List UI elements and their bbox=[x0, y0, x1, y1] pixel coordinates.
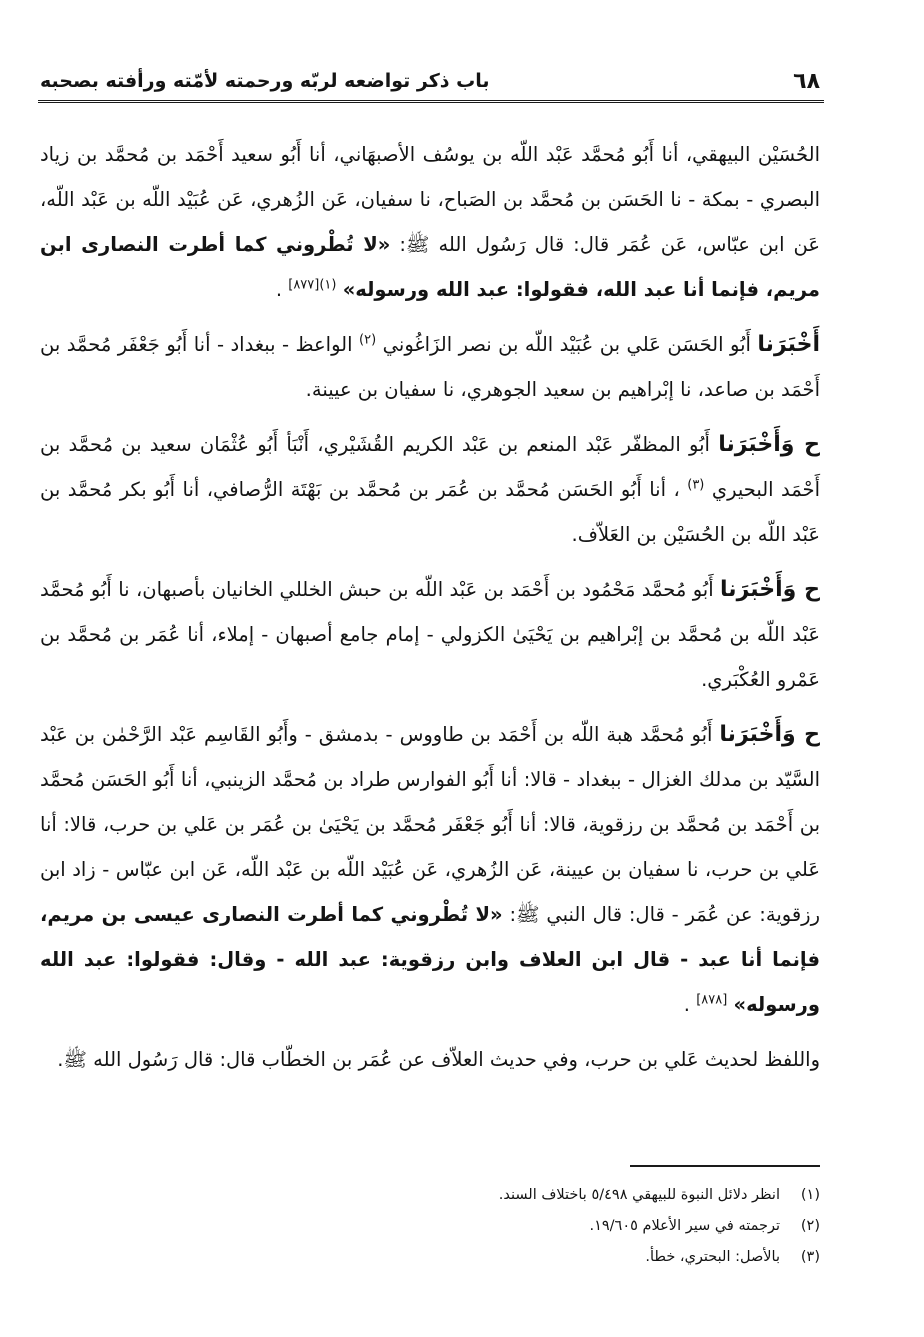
paragraph-3-text-a: أَبُو المظفّر عَبْد المنعم بن عَبْد الكريم القُشَيْري، أَنْبَأ أَبُو عُثْمَان سعيد بن مُحمَّد بن أَحْمَد البحيري bbox=[40, 433, 821, 501]
paragraph-5-text: أَبُو مُحمَّد هبة اللّه بن أَحْمَد بن طاووس - بدمشق - وأَبُو القَاسِم عَبْد الرَّحْمٰن بن عَبْد السَّيّد بن مدلك الغزال - ببغداد - قالا: أنا أَبُو الفوارس طراد بن مُحمَّد الزينبي، أنا أَبُو الحَسَن مُحمَّد بن أَحْمَد بن مُحمَّد بن رزقوية، قالا: أنا أَبُو جَعْفَر مُحمَّد بن يَحْيَىٰ بن عُمَر بن عَلي بن حرب، قالا: أنا عَلي بن حرب، نا سفيان بن عيينة، عَن الزُهري، عَن عُبَيْد اللّه بن عَبْد اللّه، عَن ابن عبّاس - زاد ابن رزقوية: عن عُمَر - قال: قال النبي ﷺ: bbox=[40, 723, 820, 926]
footnote-2 bbox=[40, 1211, 820, 1242]
paragraph-5-end: . bbox=[683, 993, 690, 1016]
footnote-number: (١) bbox=[800, 1187, 820, 1203]
paragraph-4-text: أَبُو مُحمَّد مَحْمُود بن أَحْمَد بن عَبْد اللّه بن حبش الخللي الخانيان بأصبهان، نا أَبُو مُحمَّد عَبْد اللّه بن مُحمَّد بن إبْراهيم بن يَحْيَىٰ الكزولي - إمام جامع أصبهان - إملاء، أنا عُمَر بن مُحمَّد بن عَمْرو العُكْبَري. bbox=[40, 578, 820, 691]
footnote-number: (٢) bbox=[800, 1218, 820, 1234]
footnote-reference-3: (٣) bbox=[687, 477, 705, 493]
paragraph-3 bbox=[40, 422, 820, 557]
running-head bbox=[40, 66, 820, 96]
footnote-text: بالأصل: البحتري، خطأ. bbox=[645, 1249, 780, 1265]
hadith-quote-1: «لا تُطْروني كما أطرت النصارى ابن مريم، فإنما أنا عبد الله، فقولوا: عبد الله ورسوله» bbox=[40, 233, 820, 301]
footnote-1 bbox=[40, 1180, 820, 1211]
chapter-title: باب ذكر تواضعه لربّه ورحمته لأمّته ورأفته بصحبه bbox=[40, 70, 490, 92]
hadith-quote-2: «لا تُطْروني كما أطرت النصارى عيسى بن مريم، فإنما أنا عبد - قال ابن العلاف وابن رزقوية: عبد الله - وقال: فقولوا: عبد الله ورسوله» bbox=[40, 903, 820, 1016]
narration-lead-2: أَخْبَرَنا bbox=[757, 332, 821, 357]
paragraph-5 bbox=[40, 712, 820, 1027]
footnote-3 bbox=[40, 1242, 820, 1273]
narration-lead-4: ح وَأَخْبَرَنا bbox=[720, 577, 821, 602]
paragraph-1 bbox=[40, 132, 820, 312]
footnote-number: (٣) bbox=[800, 1249, 820, 1265]
page-number: ٦٨ bbox=[793, 68, 820, 94]
narration-lead-3: ح وَأَخْبَرَنا bbox=[718, 432, 821, 457]
footnote-reference-2: (٢) bbox=[359, 332, 377, 348]
paragraph-2 bbox=[40, 322, 820, 412]
paragraph-3-text-b: ، أنا أَبُو الحَسَن مُحمَّد بن عُمَر بن مُحمَّد بن بَهْتَة الرُّصافي، أنا أَبُو بكر مُحمَّد بن عَبْد اللّه بن الحُسَيْن بن العَلاّف. bbox=[40, 478, 820, 546]
paragraph-1-text: الحُسَيْن البيهقي، أنا أَبُو مُحمَّد عَبْد اللّه بن يوسُف الأصبهَاني، أنا أَبُو سعيد أَحْمَد بن مُحمَّد بن زياد البصري - بمكة - نا الحَسَن بن مُحمَّد بن الصَباح، نا سفيان، عَن الزُهري، عَن عُبَيْد اللّه بن عَبْد اللّه، عَن ابن عبّاس، عَن عُمَر قال: قال رَسُول الله ﷺ: bbox=[40, 143, 820, 256]
paragraph-1-end: . bbox=[275, 278, 283, 301]
footnote-text: انظر دلائل النبوة للبيهقي ٥/٤٩٨ باختلاف السند. bbox=[498, 1187, 780, 1203]
footnote-reference-1: (١)[٨٧٧] bbox=[288, 277, 337, 293]
header-rule bbox=[38, 100, 824, 103]
footnotes bbox=[40, 1180, 820, 1273]
footnote-text: ترجمته في سير الأعلام ١٩/٦٠٥. bbox=[589, 1218, 780, 1234]
hadith-number-878: [٨٧٨] bbox=[696, 992, 728, 1008]
paragraph-6 bbox=[40, 1037, 820, 1082]
narration-lead-5: ح وَأَخْبَرَنا bbox=[719, 722, 820, 747]
paragraph-4 bbox=[40, 567, 820, 702]
paragraph-2-text-b: الواعظ - ببغداد - أنا أَبُو جَعْفَر مُحمَّد بن أَحْمَد بن صاعد، نا إبْراهيم بن سعيد الجوهري، نا سفيان بن عيينة. bbox=[40, 333, 820, 401]
footnote-separator bbox=[630, 1165, 820, 1167]
main-text bbox=[40, 132, 820, 1092]
paragraph-6-text: واللفظ لحديث عَلي بن حرب، وفي حديث العلاّف عن عُمَر بن الخطّاب قال: قال رَسُول الله ﷺ. bbox=[57, 1048, 820, 1071]
paragraph-2-text-a: أَبُو الحَسَن عَلي بن عُبَيْد اللّه بن نصر الزَاغُوني bbox=[382, 333, 751, 356]
